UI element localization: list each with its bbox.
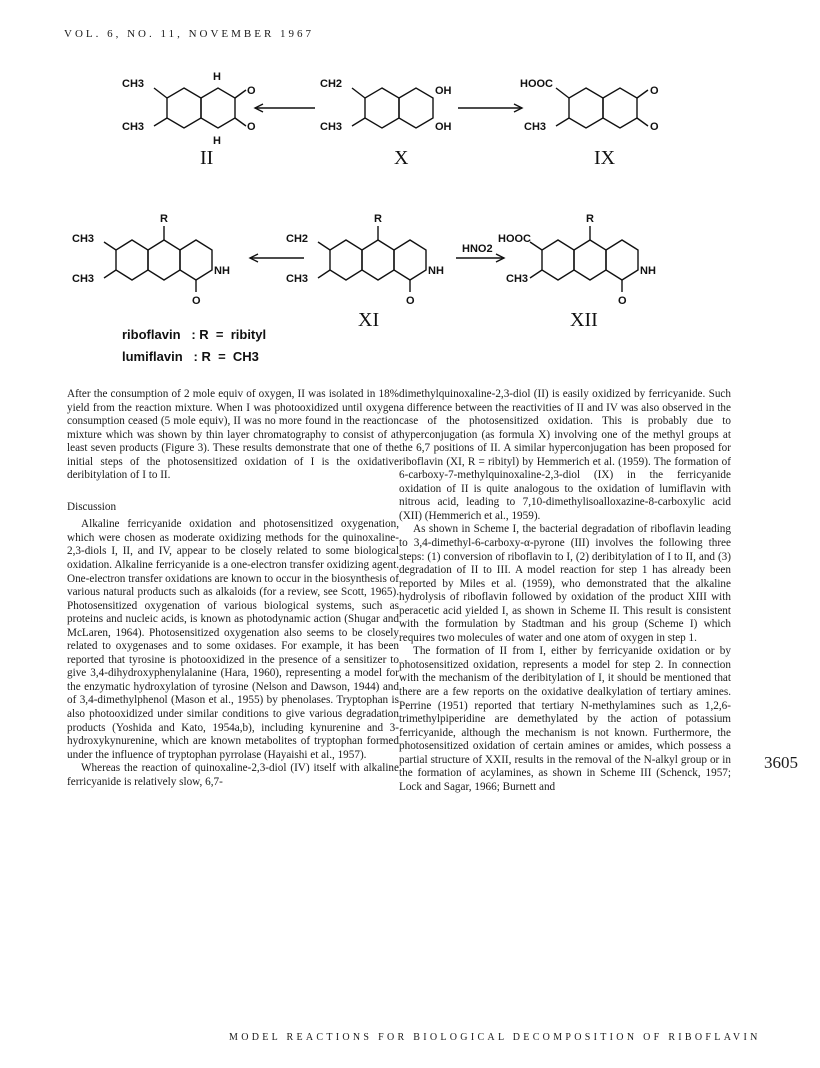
compound-number-xii: XII bbox=[570, 309, 598, 331]
paragraph: dimethylquinoxaline-2,3-diol (II) is easily oxidized by ferricyanide. Such a difference between the reactivities of II and IV was also observed in the case of the photosensitized oxidation. This is probably due to hyperconjugation (as formula X) involving one of the methyl groups at the 6,7 positions of II. A similar hyperconjugation has been proposed for riboflavin (XI, R = ribityl) by Hemmerich et al. (1959). The formation of 6-carboxy-7-methylquinoxaline-2,3-diol (IX) in the ferricyanide oxidation of II is quite analogous to the oxidation of lumiflavin with nitrous acid, leading to 7,10-dimethylisoalloxazine-8-carboxylic acid (XII) (Hemmerich et al., 1959). bbox=[399, 388, 731, 522]
r-label: R bbox=[160, 213, 168, 225]
paragraph: After the consumption of 2 mole equiv of oxygen, II was isolated in 18% yield from the reaction mixture. When I was photooxidized until oxygen consumption ceased (5 mole equiv), II was no more found in the reaction mixture which was shown by thin layer chromatography to consist of at least seven products (Figure 3). These results demonstrate that one of the initial steps of the photosensitized oxidation of I is the oxidative deribitylation of I to II. bbox=[67, 388, 399, 482]
hno2-label: HNO2 bbox=[462, 243, 493, 255]
reaction-scheme-drawing bbox=[60, 60, 760, 380]
r-label: R bbox=[586, 213, 594, 225]
left-column bbox=[67, 388, 399, 789]
ch2-label: CH2 bbox=[320, 78, 343, 90]
ch3-label: CH3 bbox=[122, 121, 145, 133]
riboflavin-caption: riboflavin : R = ribityl bbox=[122, 327, 267, 342]
nh-label: NH bbox=[428, 265, 444, 277]
o-label: O bbox=[247, 121, 256, 133]
paragraph: Alkaline ferricyanide oxidation and photosensitized oxygenation, which were chosen as moderate oxidizing methods for the quinoxaline-2,3-diols I, II, and IV, appear to be closely related to some biological oxidation. Alkaline ferricyanide is a one-electron transfer oxidizing agent. One-electron transfer oxidations are known to occur in the biosynthesis of various natural products such as alkaloids (for a review, see Scott, 1965). Photosensitized oxygenation of various biological systems, such as proteins and nucleic acids, is known as photodynamic action (Shugar and McLaren, 1964). Photosensitized oxygenation also seems to be closely related to oxygenases and to some oxidases. For example, it has been reported that tyrosine is photooxidized in the presence of a sensitizer to give 3,4-dihydroxyphenylalanine (Hara, 1960), representing a model for the enzymatic hydroxylation of tyrosine (Nelson and Dawson, 1944) and of 3,4-dimethylphenol (Mason et al., 1955) by phenolases. Tryptophan is also photooxidized under similar conditions to give various degradation products (Yoshida and Kato, 1954a,b), including kynurenine and 3-hydroxykynurenine, which are known metabolites of tryptophan formed under the influence of tryptophan pyrrolase (Hayaishi et al., 1957). bbox=[67, 518, 399, 761]
oh-label: OH bbox=[435, 85, 452, 97]
nh-label: NH bbox=[640, 265, 656, 277]
section-heading: Discussion bbox=[67, 500, 117, 513]
o-label: O bbox=[650, 121, 659, 133]
ch3-label: CH3 bbox=[286, 273, 309, 285]
compound-number-ix: IX bbox=[594, 147, 616, 169]
o-label: O bbox=[247, 85, 256, 97]
lumiflavin-caption: lumiflavin : R = CH3 bbox=[122, 349, 259, 364]
compound-number-x: X bbox=[394, 147, 409, 169]
ch3-label: CH3 bbox=[506, 273, 529, 285]
page-number: 3605 bbox=[764, 753, 798, 772]
reaction-scheme bbox=[60, 60, 760, 380]
r-label: R bbox=[374, 213, 382, 225]
h-label: H bbox=[213, 71, 221, 83]
paragraph: The formation of II from I, either by ferricyanide oxidation or by photosensitized oxidation, represents a model for step 2. In connection with the mechanism of the deribitylation of I, it should be mentioned that there are a few reports on the oxidative dealkylation of tertiary amines. Perrine (1951) reported that tertiary N-methylamines such as 1,2,6-trimethylpiperidine are demethylated by the action of potassium ferricyanide, although the mechanism is not known. Furthermore, the photosensitized oxidation of certain amines or amides, which possess a partial structure of XXII, results in the removal of the N-alkyl group or in the formation of acylamines, as shown in Scheme III (Schenck, 1957; Lock and Sagar, 1966; Burnett and bbox=[399, 645, 731, 793]
o-label: O bbox=[618, 295, 627, 307]
ch3-label: CH3 bbox=[320, 121, 343, 133]
paragraph: Whereas the reaction of quinoxaline-2,3-diol (IV) itself with alkaline ferricyanide is relatively slow, 6,7- bbox=[67, 762, 399, 788]
running-head: VOL. 6, NO. 11, NOVEMBER 1967 bbox=[64, 28, 315, 40]
ch3-label: CH3 bbox=[524, 121, 547, 133]
o-label: O bbox=[650, 85, 659, 97]
hooc-label: HOOC bbox=[520, 78, 553, 90]
compound-number-xi: XI bbox=[358, 309, 380, 331]
paragraph: As shown in Scheme I, the bacterial degradation of riboflavin leading to 3,4-dimethyl-6-carboxy-α-pyrone (III) involves the following three steps: (1) conversion of riboflavin to I, (2) deribitylation of I to II, and (3) degradation of II to III. A model reaction for step 1 has already been reported by Miles et al. (1959), who demonstrated that the alkaline hydrolysis of riboflavin followed by oxidation of the product XIII with peracetic acid yielded I, as shown in Scheme II. This result is consistent with the formulation by Stadtman and his group (Scheme I) which requires two molecules of water and one atom of oxygen in step 1. bbox=[399, 523, 731, 644]
ch3-label: CH3 bbox=[72, 273, 95, 285]
hooc-label: HOOC bbox=[498, 233, 531, 245]
ch3-label: CH3 bbox=[72, 233, 95, 245]
o-label: O bbox=[406, 295, 415, 307]
nh-label: NH bbox=[214, 265, 230, 277]
o-label: O bbox=[192, 295, 201, 307]
oh-label: OH bbox=[435, 121, 452, 133]
ch2-label: CH2 bbox=[286, 233, 309, 245]
ch3-label: CH3 bbox=[122, 78, 145, 90]
h-label: H bbox=[213, 135, 221, 147]
running-foot: MODEL REACTIONS FOR BIOLOGICAL DECOMPOSITION OF RIBOFLAVIN bbox=[229, 1032, 761, 1043]
compound-number-ii: II bbox=[200, 147, 214, 169]
right-column bbox=[399, 388, 731, 794]
